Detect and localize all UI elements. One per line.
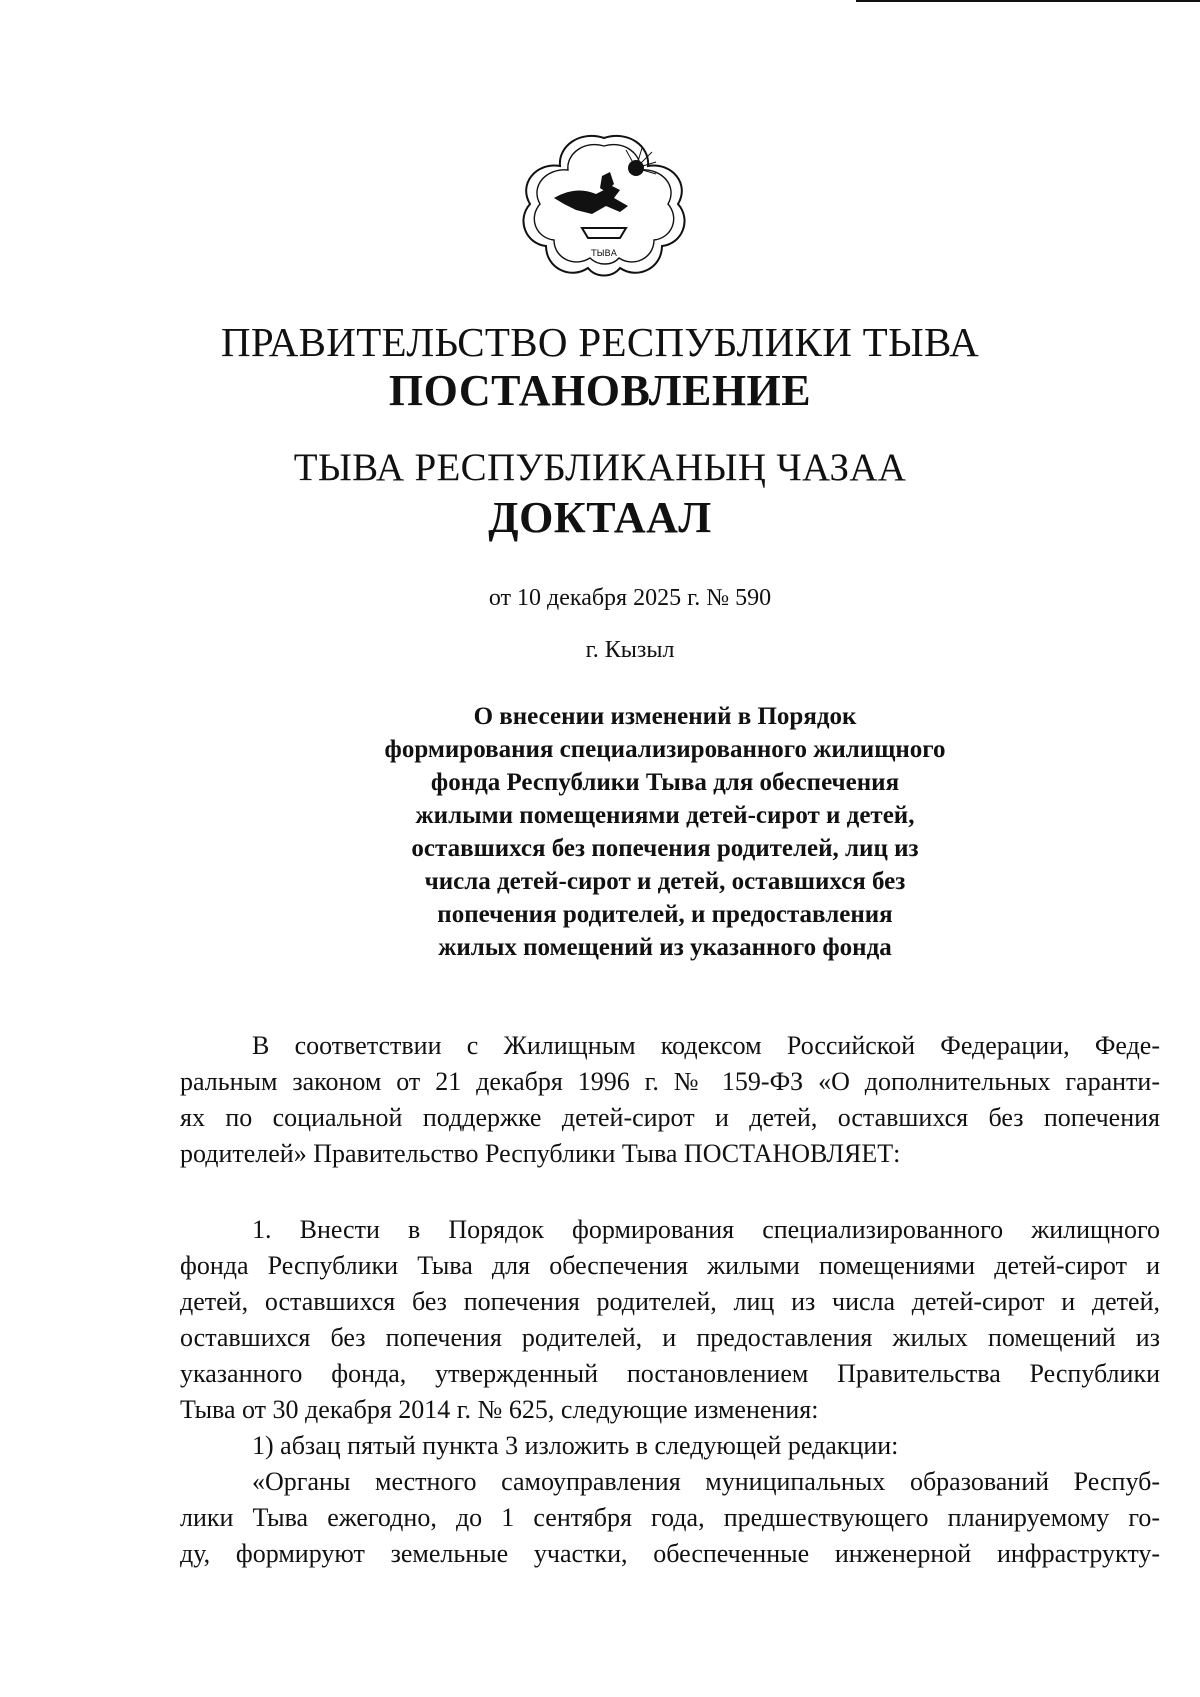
city: г. Кызыл	[585, 637, 675, 663]
government-name-tyv: ТЫВА РЕСПУБЛИКАНЫҢ ЧАЗАА	[293, 446, 907, 489]
resolution-heading-tyv: ДОКТААЛ	[488, 493, 712, 542]
body-line: В соответствии с Жилищным кодексом Российской Федерации, Феде-	[252, 1031, 1160, 1060]
tuva-coat-of-arms-icon	[516, 132, 693, 280]
title-line: О внесении изменений в Порядок	[473, 703, 857, 730]
title-line: оставшихся без попечения родителей, лиц из	[411, 835, 919, 862]
body-line: ральным законом от 21 декабря 1996 г. № 159-ФЗ «О дополнительных гаранти-	[180, 1067, 1160, 1096]
body-line: оставшихся без попечения родителей, и предоставления жилых помещений из	[180, 1323, 1160, 1352]
body-line: 1. Внести в Порядок формирования специализированного жилищного	[252, 1215, 1160, 1244]
title-line: фонда Республики Тыва для обеспечения	[430, 769, 900, 796]
body-line: Тыва от 30 декабря 2014 г. № 625, следующие изменения:	[180, 1395, 819, 1424]
title-line: числа детей-сирот и детей, оставшихся без	[424, 868, 906, 895]
body-line: «Органы местного самоуправления муниципальных образований Респуб-	[252, 1467, 1160, 1496]
body-line: ях по социальной поддержке детей-сирот и детей, оставшихся без попечения	[180, 1103, 1160, 1132]
body-line: лики Тыва ежегодно, до 1 сентября года, предшествующего планируемому го-	[180, 1503, 1160, 1532]
resolution-heading-ru: ПОСТАНОВЛЕНИЕ	[388, 366, 812, 415]
svg-text:ТЫВА: ТЫВА	[591, 249, 617, 259]
title-line: формирования специализированного жилищного	[384, 736, 946, 763]
body-line: родителей» Правительство Республики Тыва ПОСТАНОВЛЯЕТ:	[180, 1139, 901, 1168]
date-and-number: от 10 декабря 2025 г. № 590	[488, 585, 772, 611]
title-line: жилых помещений из указанного фонда	[438, 934, 892, 961]
title-line: попечения родителей, и предоставления	[437, 901, 893, 928]
body-line: 1) абзац пятый пункта 3 изложить в следующей редакции:	[252, 1431, 899, 1460]
item-one-paragraph	[180, 1212, 1160, 1572]
top-edge-rule	[856, 0, 1200, 2]
body-line: ду, формируют земельные участки, обеспеченные инженерной инфраструкту-	[180, 1539, 1160, 1568]
body-line: детей, оставшихся без попечения родителей, лиц из числа детей-сирот и детей,	[180, 1287, 1160, 1316]
title-line: жилыми помещениями детей-сирот и детей,	[415, 802, 915, 829]
government-name-ru: ПРАВИТЕЛЬСТВО РЕСПУБЛИКИ ТЫВА	[220, 319, 980, 365]
body-line: указанного фонда, утвержденный постановлением Правительства Республики	[180, 1359, 1160, 1388]
body-line: фонда Республики Тыва для обеспечения жилыми помещениями детей-сирот и	[180, 1251, 1160, 1280]
document-title	[330, 700, 1000, 964]
preamble-paragraph	[180, 1028, 1160, 1172]
